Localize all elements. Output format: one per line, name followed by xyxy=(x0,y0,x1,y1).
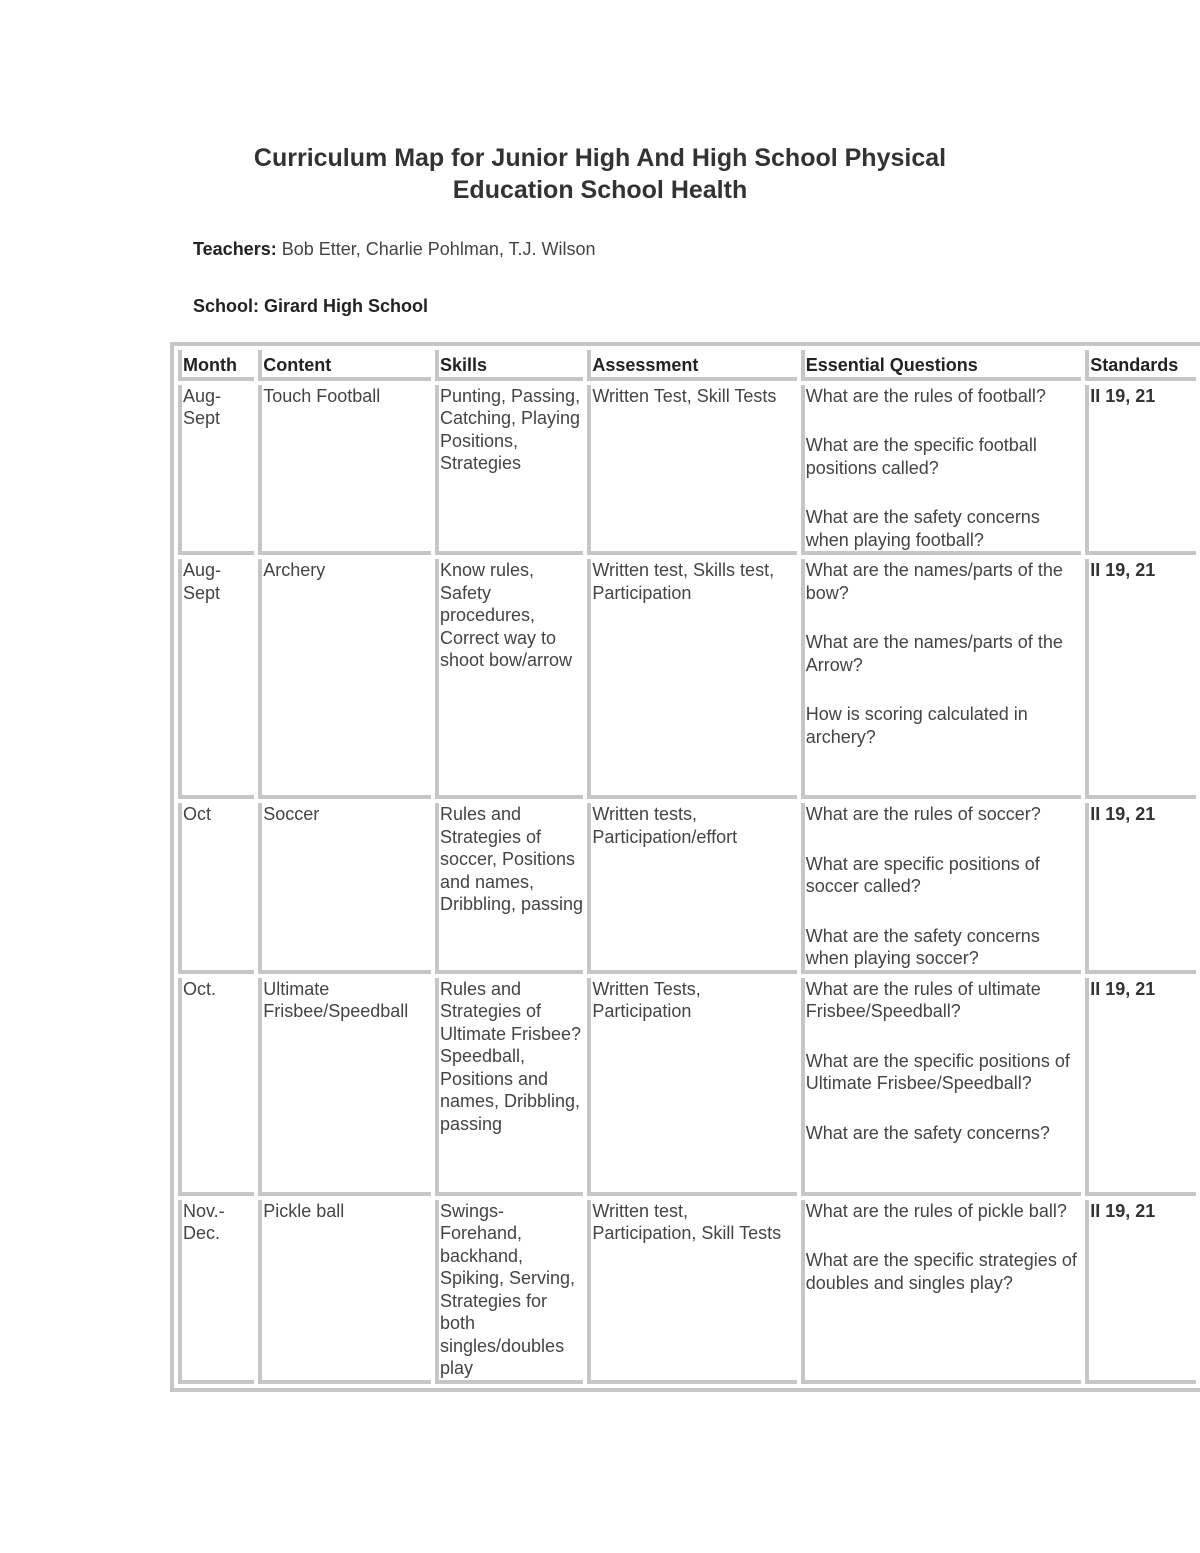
page-title xyxy=(150,142,1050,206)
question: What are the specific football positions called? xyxy=(805,435,1037,478)
header-standards: Standards xyxy=(1085,350,1196,381)
question: What are the safety concerns when playing soccer? xyxy=(805,925,1040,968)
questions-cell xyxy=(801,1200,1081,1384)
question: What are the safety concerns when playing football? xyxy=(805,507,1040,550)
question: What are the rules of football? xyxy=(805,385,1046,406)
skills-cell: Punting, Passing, Catching, Playing Positions, Strategies xyxy=(435,385,583,556)
content-cell: Soccer xyxy=(258,803,431,974)
questions-cell xyxy=(801,559,1081,799)
assessment-cell: Written test, Participation, Skill Tests xyxy=(587,1200,796,1384)
question: What are the names/parts of the bow? xyxy=(805,560,1063,603)
assessment-cell: Written Tests, Participation xyxy=(587,978,796,1196)
table-header-row xyxy=(178,350,1196,381)
questions-cell xyxy=(801,978,1081,1196)
table-row xyxy=(178,978,1196,1196)
table-row xyxy=(178,385,1196,556)
question: What are the specific strategies of doubles and singles play? xyxy=(805,1250,1077,1293)
month-cell: Nov.-Dec. xyxy=(178,1200,254,1384)
questions-cell xyxy=(801,803,1081,974)
skills-cell: Know rules, Safety procedures, Correct way to shoot bow/arrow xyxy=(435,559,583,799)
curriculum-table xyxy=(170,342,1200,1392)
teachers-label: Teachers: xyxy=(193,239,277,259)
standards-cell: II 19, 21 xyxy=(1085,1200,1196,1384)
month-cell: Oct xyxy=(178,803,254,974)
content-cell: Touch Football xyxy=(258,385,431,556)
header-content: Content xyxy=(258,350,431,381)
content-cell: Ultimate Frisbee/Speedball xyxy=(258,978,431,1196)
teachers-value: Bob Etter, Charlie Pohlman, T.J. Wilson xyxy=(276,239,596,259)
title-line-2: Education School Health xyxy=(452,176,748,204)
standards-cell: II 19, 21 xyxy=(1085,978,1196,1196)
month-cell: Oct. xyxy=(178,978,254,1196)
header-skills: Skills xyxy=(435,350,583,381)
assessment-cell: Written Test, Skill Tests xyxy=(587,385,796,556)
questions-cell xyxy=(801,385,1081,556)
standards-cell: II 19, 21 xyxy=(1085,559,1196,799)
standards-cell: II 19, 21 xyxy=(1085,385,1196,556)
header-month: Month xyxy=(178,350,254,381)
teachers-line xyxy=(193,238,596,260)
assessment-cell: Written tests, Participation/effort xyxy=(587,803,796,974)
skills-cell: Swings-Forehand, backhand, Spiking, Serving, Strategies for both singles/doubles play xyxy=(435,1200,583,1384)
title-line-1: Curriculum Map for Junior High And High School Physical xyxy=(253,144,947,172)
header-assessment: Assessment xyxy=(587,350,796,381)
question: What are the safety concerns? xyxy=(805,1122,1050,1143)
table-row xyxy=(178,559,1196,799)
table-row xyxy=(178,1200,1196,1384)
school-line: School: Girard High School xyxy=(193,296,429,316)
header-essential-questions: Essential Questions xyxy=(801,350,1081,381)
question: What are the rules of pickle ball? xyxy=(805,1200,1067,1221)
content-cell: Archery xyxy=(258,559,431,799)
question: What are the names/parts of the Arrow? xyxy=(805,632,1063,675)
content-cell: Pickle ball xyxy=(258,1200,431,1384)
assessment-cell: Written test, Skills test, Participation xyxy=(587,559,796,799)
skills-cell: Rules and Strategies of Ultimate Frisbee? Speedball, Positions and names, Dribbling, passing xyxy=(435,978,583,1196)
standards-cell: II 19, 21 xyxy=(1085,803,1196,974)
question: What are specific positions of soccer called? xyxy=(805,853,1040,896)
question: What are the rules of ultimate Frisbee/Speedball? xyxy=(805,978,1041,1021)
table-row xyxy=(178,803,1196,974)
skills-cell: Rules and Strategies of soccer, Positions and names, Dribbling, passing xyxy=(435,803,583,974)
question: How is scoring calculated in archery? xyxy=(805,704,1028,747)
question: What are the rules of soccer? xyxy=(805,804,1041,824)
question: What are the specific positions of Ultimate Frisbee/Speedball? xyxy=(805,1050,1070,1093)
month-cell: Aug-Sept xyxy=(178,559,254,799)
month-cell: Aug-Sept xyxy=(178,385,254,556)
